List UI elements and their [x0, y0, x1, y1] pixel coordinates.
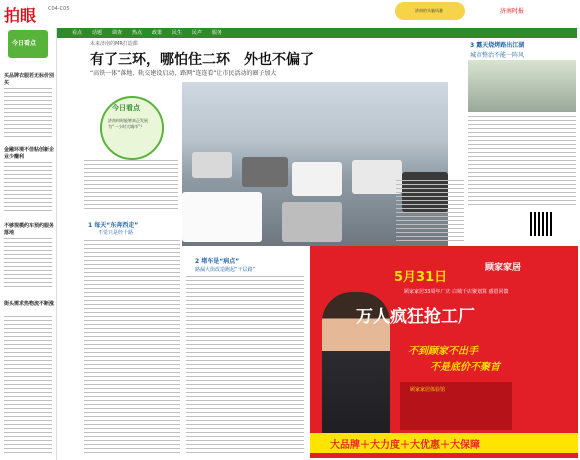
section-2-title[interactable]: 2 堵车是“病点”: [195, 258, 240, 265]
page-title: 拍眼: [4, 6, 37, 25]
nav-item[interactable]: 调查: [112, 30, 123, 36]
article-body: [396, 180, 464, 242]
bbq-photo: [468, 60, 576, 112]
focus-badge-text: 济南何时能够真正发展为“一小时大城市”？: [108, 118, 148, 129]
article-headline[interactable]: 有了三环，哪怕住二环 外也不偏了: [90, 52, 314, 68]
qr-code-icon: [530, 212, 554, 236]
section-2-subtitle: 路漏大街改造跑起“干层路”: [195, 267, 256, 273]
left-item-title[interactable]: 街头需求热物流不断涨: [4, 301, 55, 307]
focus-badge-title: 今日看点: [112, 104, 140, 112]
nav-item[interactable]: 民生: [172, 30, 183, 36]
ad-slogan-2: 不是底价不聚首: [430, 362, 500, 373]
section-1-title[interactable]: 1 每天“东奔西走”: [88, 222, 139, 229]
nav-item[interactable]: 政策: [152, 30, 163, 36]
left-badge-text: 今日看点: [12, 40, 37, 47]
left-item-body: [4, 316, 52, 456]
ad-slogan-1: 不到顾家不出手: [408, 346, 478, 357]
left-item-body: [4, 88, 52, 140]
nav-item[interactable]: 看点: [72, 30, 83, 36]
ad-brand: 顾家家居: [485, 263, 522, 273]
article-kicker: 未来济南的MR打造都: [90, 41, 138, 47]
left-item-title[interactable]: 不够规模约车预约服务落地: [4, 223, 55, 236]
nav-item[interactable]: 服务: [212, 30, 223, 36]
section-3-subtitle: 城市整治不能一阵风: [470, 52, 525, 59]
article-body: [84, 160, 178, 212]
masthead: [0, 0, 580, 29]
left-item-body: [4, 238, 52, 290]
left-item-title[interactable]: 金融环境不佳粘创新企业少赚利: [4, 147, 55, 160]
logo-text: 济南的头脑风暴: [415, 8, 443, 13]
nav-item[interactable]: 话题: [92, 30, 103, 36]
ad-main-slogan: 万人疯狂抢工厂: [356, 307, 475, 327]
page-number: C04-C05: [48, 6, 70, 12]
ad-store-name: 顾家家居体验馆: [410, 387, 446, 393]
article-body: [468, 116, 576, 208]
section-1-subtitle: 不觉只是经十路: [98, 230, 134, 236]
ad-line: 顾家家居33周年厂庆 白城千店聚划算 感恩回馈: [404, 289, 509, 295]
left-item-body: [4, 162, 52, 214]
ad-band-text: 大品牌＋大力度＋大优惠＋大保障: [330, 440, 480, 451]
section-3-title[interactable]: 3 露天烧烤路出江湖: [470, 42, 525, 49]
nav-item[interactable]: 民声: [192, 30, 203, 36]
article-body: [186, 276, 304, 456]
ad-date: 5月31日: [394, 270, 448, 285]
nav-item[interactable]: 热点: [132, 30, 143, 36]
brand-corner: 济南时报: [500, 8, 525, 15]
article-subhead: “高铁一体”落地，轨交建设启动，路网“连连看”让市民活动的圈子加大: [90, 70, 277, 77]
left-item-title[interactable]: 买品牌衣服若无标价别买: [4, 73, 55, 86]
article-body: [84, 240, 180, 456]
